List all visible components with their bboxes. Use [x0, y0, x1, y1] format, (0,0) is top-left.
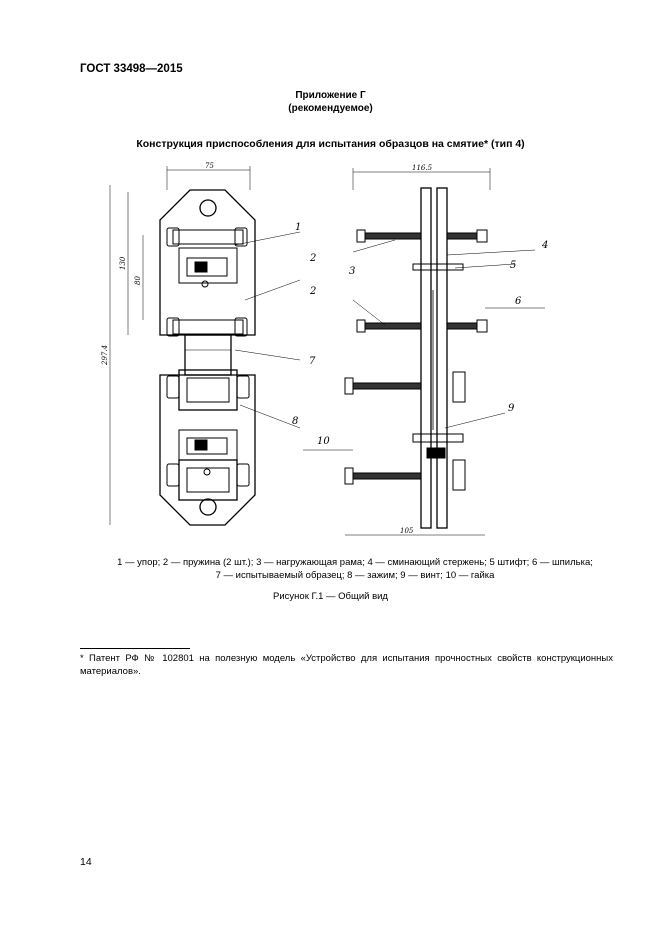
- appendix-title: [0, 89, 661, 115]
- legend-line-1: 1 — упор; 2 — пружина (2 шт.); 3 — нагружающая рама; 4 — сминающий стержень; 5 штифт; 6 — шпилька;: [117, 557, 593, 568]
- technical-drawing: [95, 160, 595, 550]
- callout-9: 9: [508, 403, 515, 414]
- footnote: * Патент РФ № 102801 на полезную модель «Устройство для испытания прочностных свойств конструкционных материалов».: [80, 653, 613, 677]
- standard-code: ГОСТ 33498—2015: [80, 63, 183, 75]
- callout-3: 3: [349, 266, 356, 277]
- appendix-status: (рекомендуемое): [288, 103, 373, 114]
- front-view: [101, 162, 300, 525]
- callout-2b: 2: [310, 286, 317, 297]
- dim-width-base: 105: [400, 527, 414, 535]
- callout-8: 8: [292, 416, 299, 427]
- appendix-label: Приложение Г: [295, 90, 366, 101]
- callout-5: 5: [510, 260, 517, 271]
- section-heading: Конструкция приспособления для испытания образцов на смятие* (тип 4): [136, 138, 525, 150]
- dim-height-upper: 130: [119, 256, 127, 270]
- page-number: 14: [80, 856, 92, 868]
- callout-4: 4: [542, 240, 549, 251]
- callout-1: 1: [295, 222, 302, 233]
- footnote-divider: [80, 648, 190, 649]
- dim-height-total: 297.4: [101, 344, 109, 365]
- callout-10: 10: [317, 436, 330, 447]
- callout-labels: [292, 222, 548, 447]
- dim-height-inner: 80: [134, 276, 142, 285]
- figure-legend: [95, 556, 615, 582]
- callout-6: 6: [515, 296, 522, 307]
- callout-7: 7: [309, 356, 316, 367]
- side-view: [303, 164, 545, 535]
- dim-width-front: 75: [205, 162, 214, 170]
- legend-line-2: 7 — испытываемый образец; 8 — зажим; 9 — винт; 10 — гайка: [215, 570, 495, 581]
- figure-title: Рисунок Г.1 — Общий вид: [273, 591, 388, 602]
- callout-2: 2: [310, 253, 317, 264]
- dim-width-side: 116.5: [412, 164, 433, 172]
